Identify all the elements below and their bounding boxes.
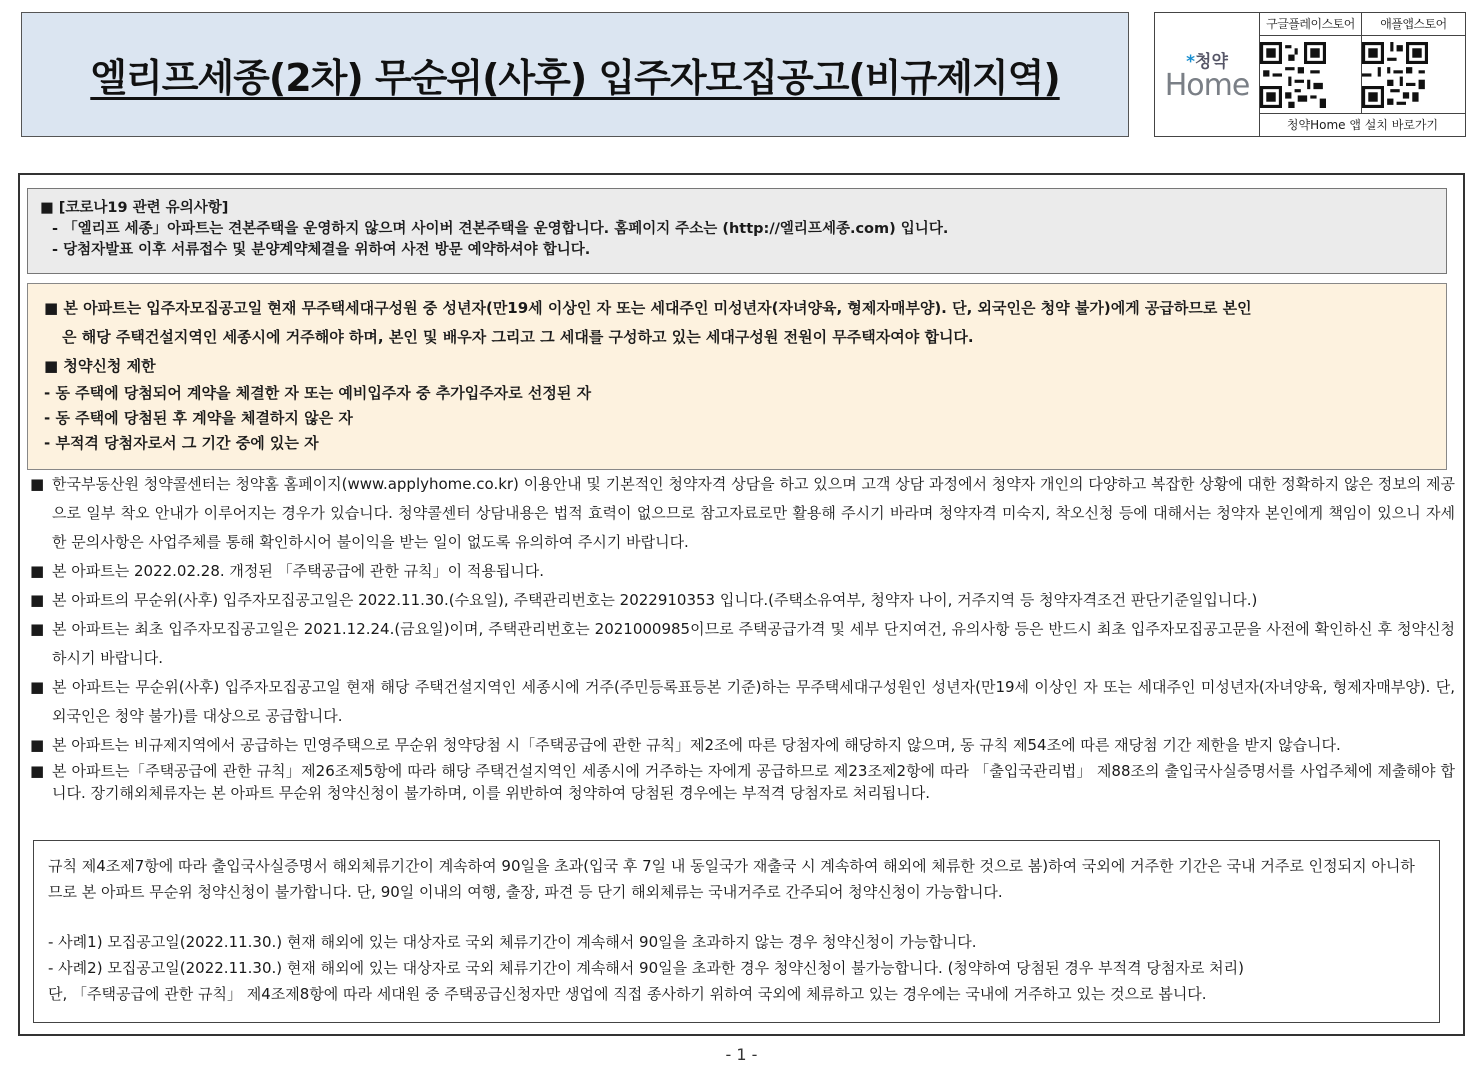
app-install-box bbox=[1154, 12, 1466, 137]
eligibility-box bbox=[27, 283, 1447, 470]
covid-notice-line: - 당첨자발표 이후 서류접수 및 분양계약체결을 위하여 사전 방문 예약하셔야 합니다. bbox=[52, 242, 591, 258]
bullet-square-icon: ■ bbox=[30, 678, 45, 696]
eligibility-text: ■ 본 아파트는 입주자모집공고일 현재 무주택세대구성원 중 성년자(만19세 이상인 자 또는 세대주인 미성년자(자녀양육, 형제자매부양). 단, 외국인은 청약 불가)에게 공급하므로 본인 bbox=[44, 299, 1252, 317]
notice-text: 본 아파트는 2022.02.28. 개정된 「주택공급에 관한 규칙」이 적용됩니다. bbox=[52, 562, 545, 580]
notice-text: 한국부동산원 청약콜센터는 청약홈 홈페이지(www.applyhome.co.kr) 이용안내 및 기본적인 청약자격 상담을 하고 있으며 고객 상담 과정에서 청약자 개인의 다양하고 복잡한 상황에 대한 정확하지 않은 정보의 제공으로 일부 착오 안내가 이루어지는 경우가 있습니다. 청약콜센터 상담내용은 법적 효력이 없으므로 참고자료로만 활용해 주시기 바라며 청약자격 미숙지, 착오신청 등에 대해서는 청약자 본인에게 책임이 있으니 자세한 문의사항은 사업주체를 통해 확인하시어 불이익을 받는 일이 없도록 유의하여 주시기 바랍니다. bbox=[52, 475, 1455, 551]
overseas-example: - 사례2) 모집공고일(2022.11.30.) 현재 해외에 있는 대상자로 국외 체류기간이 계속해서 90일을 초과한 경우 청약신청이 불가능합니다. (청약하여 당첨된 경우 부적격 당첨자로 처리) bbox=[48, 959, 1244, 977]
notice-text: 본 아파트는 비규제지역에서 공급하는 민영주택으로 무순위 청약당첨 시「주택공급에 관한 규칙」제2조에 따른 당첨자에 해당하지 않으며, 동 규칙 제54조에 따른 재당첨 기간 제한을 받지 않습니다. bbox=[52, 736, 1341, 754]
notice-text: 본 아파트의 무순위(사후) 입주자모집공고일은 2022.11.30.(수요일), 주택관리번호는 2022910353 입니다.(주택소유여부, 청약자 나이, 거주지역 등 청약자격조건 판단기준일입니다.) bbox=[52, 591, 1258, 609]
bullet-square-icon: ■ bbox=[30, 762, 45, 780]
overseas-example: - 사례1) 모집공고일(2022.11.30.) 현재 해외에 있는 대상자로 국외 체류기간이 계속해서 90일을 초과하지 않는 경우 청약신청이 가능합니다. bbox=[48, 933, 977, 951]
covid-notice-line: - 「엘리프 세종」아파트는 견본주택을 운영하지 않으며 사이버 견본주택을 운영합니다. 홈페이지 주소는 (http://엘리프세종.com) 입니다. bbox=[52, 221, 949, 237]
star-icon: * bbox=[1186, 51, 1196, 72]
notice-item bbox=[30, 615, 1455, 673]
notice-text: 본 아파트는 무순위(사후) 입주자모집공고일 현재 해당 주택건설지역인 세종시에 거주(주민등록표등본 기준)하는 무주택세대구성원인 성년자(만19세 이상인 자 또는 세대주인 미성년자(자녀양육, 형제자매부양). 단, 외국인은 청약 불가)를 대상으로 공급합니다. bbox=[52, 678, 1455, 725]
notice-item bbox=[30, 586, 1455, 615]
notice-item bbox=[30, 557, 1455, 586]
restriction-item: - 부적격 당첨자로서 그 기간 중에 있는 자 bbox=[44, 434, 319, 452]
restriction-item: - 동 주택에 당첨되어 계약을 체결한 자 또는 예비입주자 중 추가입주자로 선정된 자 bbox=[44, 384, 592, 402]
overseas-residence-box bbox=[33, 840, 1440, 1023]
notice-text: 본 아파트는 최초 입주자모집공고일은 2021.12.24.(금요일)이며, 주택관리번호는 2021000985이므로 주택공급가격 및 세부 단지여건, 유의사항 등은 반드시 최초 입주자모집공고문을 사전에 확인하신 후 청약신청하시기 바랍니다. bbox=[52, 620, 1455, 667]
bullet-square-icon: ■ bbox=[30, 736, 45, 754]
page-title: 엘리프세종(2차) 무순위(사후) 입주자모집공고(비규제지역) bbox=[90, 56, 1060, 100]
app-store-qr-code-icon[interactable] bbox=[1362, 42, 1428, 108]
restriction-header: ■ 청약신청 제한 bbox=[44, 357, 156, 375]
overseas-example: 단, 「주택공급에 관한 규칙」 제4조제8항에 따라 세대원 중 주택공급신청자만 생업에 직접 종사하기 위하여 국외에 체류하고 있는 경우에는 국내에 거주하고 있는 것으로 봅니다. bbox=[48, 985, 1207, 1003]
cheongyak-home-logo[interactable]: *청약 Home bbox=[1155, 13, 1260, 136]
app-install-link[interactable]: 청약Home 앱 설치 바로가기 bbox=[1260, 113, 1465, 137]
overseas-rule-text: 규칙 제4조제7항에 따라 출입국사실증명서 해외체류기간이 계속하여 90일을 초과(입국 후 7일 내 동일국가 재출국 시 계속하여 해외에 체류한 것으로 봄)하여 국외에 거주한 기간은 국내 거주로 인정되지 아니하므로 본 아파트 무순위 청약신청이 불가합니다. 단, 90일 이내의 여행, 출장, 파견 등 단기 해외체류는 국내거주로 간주되어 청약신청이 가능합니다. bbox=[48, 857, 1415, 901]
title-banner bbox=[21, 12, 1129, 137]
google-play-label: 구글플레이스토어 bbox=[1260, 13, 1361, 36]
covid-notice-box bbox=[27, 188, 1447, 274]
bullet-square-icon: ■ bbox=[30, 475, 45, 493]
notice-item bbox=[30, 731, 1455, 760]
notice-item bbox=[30, 760, 1455, 804]
notice-item bbox=[30, 673, 1455, 731]
google-play-qr-code-icon[interactable] bbox=[1260, 42, 1326, 108]
bullet-square-icon: ■ bbox=[30, 591, 45, 609]
bullet-square-icon: ■ bbox=[30, 620, 45, 638]
app-store-qr-column bbox=[1362, 13, 1465, 113]
google-play-qr-column bbox=[1260, 13, 1362, 113]
logo-wordmark: Home bbox=[1164, 67, 1250, 103]
app-store-label: 애플앱스토어 bbox=[1362, 13, 1465, 36]
bullet-square-icon: ■ bbox=[30, 562, 45, 580]
covid-notice-header: ■ [코로나19 관련 유의사항] bbox=[40, 200, 229, 216]
restriction-item: - 동 주택에 당첨된 후 계약을 체결하지 않은 자 bbox=[44, 409, 353, 427]
notice-item bbox=[30, 470, 1455, 557]
page-number: - 1 - bbox=[725, 1045, 758, 1064]
notice-list bbox=[30, 470, 1455, 804]
eligibility-text: 은 해당 주택건설지역인 세종시에 거주해야 하며, 본인 및 배우자 그리고 그 세대를 구성하고 있는 세대구성원 전원이 무주택자여야 합니다. bbox=[62, 328, 974, 346]
notice-text: 본 아파트는「주택공급에 관한 규칙」제26조제5항에 따라 해당 주택건설지역인 세종시에 거주하는 자에게 공급하므로 제23조제2항에 따라 「출입국관리법」 제88조의 출입국사실증명서를 사업주체에 제출해야 합니다. 장기해외체류자는 본 아파트 무순위 청약신청이 불가하며, 이를 위반하여 청약하여 당첨된 경우에는 부적격 당첨자로 처리됩니다. bbox=[52, 762, 1455, 802]
